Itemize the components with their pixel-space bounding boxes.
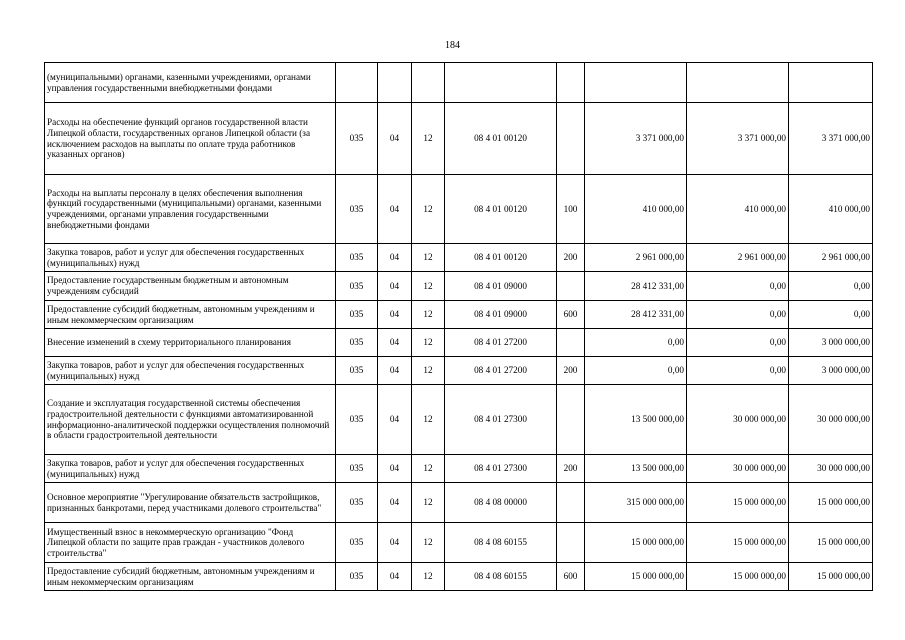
amount-year-1: 28 412 331,00: [585, 272, 687, 301]
amount-year-1: 410 000,00: [585, 175, 687, 244]
expense-type-code: 600: [557, 563, 585, 591]
table-row: [45, 483, 873, 523]
amount-year-3: 30 000 000,00: [789, 455, 873, 483]
section-code: 04: [378, 175, 412, 244]
target-article-code: 08 4 01 00120: [445, 103, 557, 175]
expense-type-code: 600: [557, 301, 585, 329]
subsection-code: 12: [412, 523, 445, 563]
ministry-code: 035: [336, 272, 378, 301]
expense-type-code: 200: [557, 455, 585, 483]
target-article-code: 08 4 01 27200: [445, 357, 557, 385]
target-article-code: [445, 63, 557, 103]
amount-year-1: 28 412 331,00: [585, 301, 687, 329]
subsection-code: 12: [412, 357, 445, 385]
amount-year-3: 15 000 000,00: [789, 483, 873, 523]
section-code: 04: [378, 103, 412, 175]
section-code: 04: [378, 385, 412, 455]
section-code: 04: [378, 483, 412, 523]
amount-year-1: [585, 63, 687, 103]
amount-year-2: 0,00: [687, 357, 789, 385]
target-article-code: 08 4 01 27200: [445, 329, 557, 357]
amount-year-2: 15 000 000,00: [687, 563, 789, 591]
row-description: Закупка товаров, работ и услуг для обеспечения государственных (муниципальных) нужд: [45, 455, 336, 483]
target-article-code: 08 4 01 09000: [445, 272, 557, 301]
expense-type-code: 200: [557, 357, 585, 385]
row-description: (муниципальными) органами, казенными учреждениями, органами управления государственными внебюджетными фондами: [45, 63, 336, 103]
row-description: Основное мероприятие "Урегулирование обязательств застройщиков, признанных банкротами, перед участниками долевого строительства": [45, 483, 336, 523]
subsection-code: 12: [412, 175, 445, 244]
amount-year-3: 15 000 000,00: [789, 523, 873, 563]
expense-type-code: [557, 385, 585, 455]
table-row: [45, 455, 873, 483]
expense-type-code: [557, 523, 585, 563]
amount-year-2: 0,00: [687, 272, 789, 301]
expense-type-code: 200: [557, 244, 585, 272]
amount-year-3: 410 000,00: [789, 175, 873, 244]
section-code: 04: [378, 244, 412, 272]
expense-type-code: [557, 63, 585, 103]
row-description: Закупка товаров, работ и услуг для обеспечения государственных (муниципальных) нужд: [45, 244, 336, 272]
amount-year-2: 30 000 000,00: [687, 455, 789, 483]
ministry-code: 035: [336, 103, 378, 175]
budget-table-body: [45, 63, 873, 591]
amount-year-2: 0,00: [687, 329, 789, 357]
table-row: [45, 523, 873, 563]
amount-year-2: 3 371 000,00: [687, 103, 789, 175]
expense-type-code: [557, 272, 585, 301]
table-row: [45, 103, 873, 175]
amount-year-2: 15 000 000,00: [687, 483, 789, 523]
ministry-code: 035: [336, 175, 378, 244]
section-code: 04: [378, 301, 412, 329]
amount-year-3: 30 000 000,00: [789, 385, 873, 455]
row-description: Предоставление государственным бюджетным и автономным учреждениям субсидий: [45, 272, 336, 301]
expense-type-code: 100: [557, 175, 585, 244]
section-code: 04: [378, 329, 412, 357]
amount-year-3: 2 961 000,00: [789, 244, 873, 272]
subsection-code: 12: [412, 272, 445, 301]
subsection-code: 12: [412, 301, 445, 329]
table-row: [45, 385, 873, 455]
amount-year-3: 15 000 000,00: [789, 563, 873, 591]
table-row: [45, 175, 873, 244]
target-article-code: 08 4 01 27300: [445, 385, 557, 455]
row-description: Имущественный взнос в некоммерческую организацию "Фонд Липецкой области по защите прав граждан - участников долевого строительства": [45, 523, 336, 563]
amount-year-2: 0,00: [687, 301, 789, 329]
table-row: [45, 63, 873, 103]
ministry-code: [336, 63, 378, 103]
ministry-code: 035: [336, 329, 378, 357]
row-description: Предоставление субсидий бюджетным, автономным учреждениям и иным некоммерческим организациям: [45, 563, 336, 591]
section-code: 04: [378, 272, 412, 301]
section-code: 04: [378, 523, 412, 563]
target-article-code: 08 4 01 09000: [445, 301, 557, 329]
ministry-code: 035: [336, 301, 378, 329]
amount-year-1: 13 500 000,00: [585, 385, 687, 455]
target-article-code: 08 4 08 00000: [445, 483, 557, 523]
amount-year-1: 13 500 000,00: [585, 455, 687, 483]
subsection-code: 12: [412, 483, 445, 523]
amount-year-1: 315 000 000,00: [585, 483, 687, 523]
expense-type-code: [557, 483, 585, 523]
section-code: 04: [378, 563, 412, 591]
table-row: [45, 301, 873, 329]
ministry-code: 035: [336, 483, 378, 523]
table-row: [45, 563, 873, 591]
row-description: Внесение изменений в схему территориального планирования: [45, 329, 336, 357]
target-article-code: 08 4 01 00120: [445, 244, 557, 272]
amount-year-2: [687, 63, 789, 103]
row-description: Предоставление субсидий бюджетным, автономным учреждениям и иным некоммерческим организациям: [45, 301, 336, 329]
target-article-code: 08 4 08 60155: [445, 563, 557, 591]
target-article-code: 08 4 08 60155: [445, 523, 557, 563]
amount-year-2: 30 000 000,00: [687, 385, 789, 455]
page-number: 184: [445, 40, 460, 51]
ministry-code: 035: [336, 455, 378, 483]
amount-year-1: 2 961 000,00: [585, 244, 687, 272]
ministry-code: 035: [336, 385, 378, 455]
amount-year-3: 0,00: [789, 301, 873, 329]
table-row: [45, 272, 873, 301]
amount-year-3: 0,00: [789, 272, 873, 301]
target-article-code: 08 4 01 00120: [445, 175, 557, 244]
table-row: [45, 244, 873, 272]
subsection-code: 12: [412, 103, 445, 175]
row-description: Создание и эксплуатация государственной системы обеспечения градостроительной деятельности с функциями автоматизированной информационно-аналитической поддержки осуществления полномочий в области градостроительной деятельности: [45, 385, 336, 455]
ministry-code: 035: [336, 563, 378, 591]
subsection-code: 12: [412, 563, 445, 591]
target-article-code: 08 4 01 27300: [445, 455, 557, 483]
section-code: [378, 63, 412, 103]
amount-year-2: 15 000 000,00: [687, 523, 789, 563]
amount-year-3: 3 371 000,00: [789, 103, 873, 175]
table-row: [45, 329, 873, 357]
subsection-code: [412, 63, 445, 103]
subsection-code: 12: [412, 329, 445, 357]
ministry-code: 035: [336, 357, 378, 385]
row-description: Закупка товаров, работ и услуг для обеспечения государственных (муниципальных) нужд: [45, 357, 336, 385]
ministry-code: 035: [336, 244, 378, 272]
amount-year-2: 410 000,00: [687, 175, 789, 244]
row-description: Расходы на выплаты персоналу в целях обеспечения выполнения функций государственными (муниципальными) органами, казенными учреждениями, органами управления государственными внебюджетными фондами: [45, 175, 336, 244]
section-code: 04: [378, 357, 412, 385]
row-description: Расходы на обеспечение функций органов государственной власти Липецкой области, государственных органов Липецкой области (за исключением расходов на выплаты по оплате труда работников указанных органов): [45, 103, 336, 175]
amount-year-1: 3 371 000,00: [585, 103, 687, 175]
amount-year-3: 3 000 000,00: [789, 357, 873, 385]
subsection-code: 12: [412, 455, 445, 483]
amount-year-1: 15 000 000,00: [585, 523, 687, 563]
amount-year-2: 2 961 000,00: [687, 244, 789, 272]
budget-table: [44, 62, 873, 591]
subsection-code: 12: [412, 244, 445, 272]
amount-year-1: 0,00: [585, 357, 687, 385]
expense-type-code: [557, 103, 585, 175]
section-code: 04: [378, 455, 412, 483]
amount-year-3: 3 000 000,00: [789, 329, 873, 357]
amount-year-3: [789, 63, 873, 103]
amount-year-1: 15 000 000,00: [585, 563, 687, 591]
table-row: [45, 357, 873, 385]
amount-year-1: 0,00: [585, 329, 687, 357]
expense-type-code: [557, 329, 585, 357]
subsection-code: 12: [412, 385, 445, 455]
ministry-code: 035: [336, 523, 378, 563]
